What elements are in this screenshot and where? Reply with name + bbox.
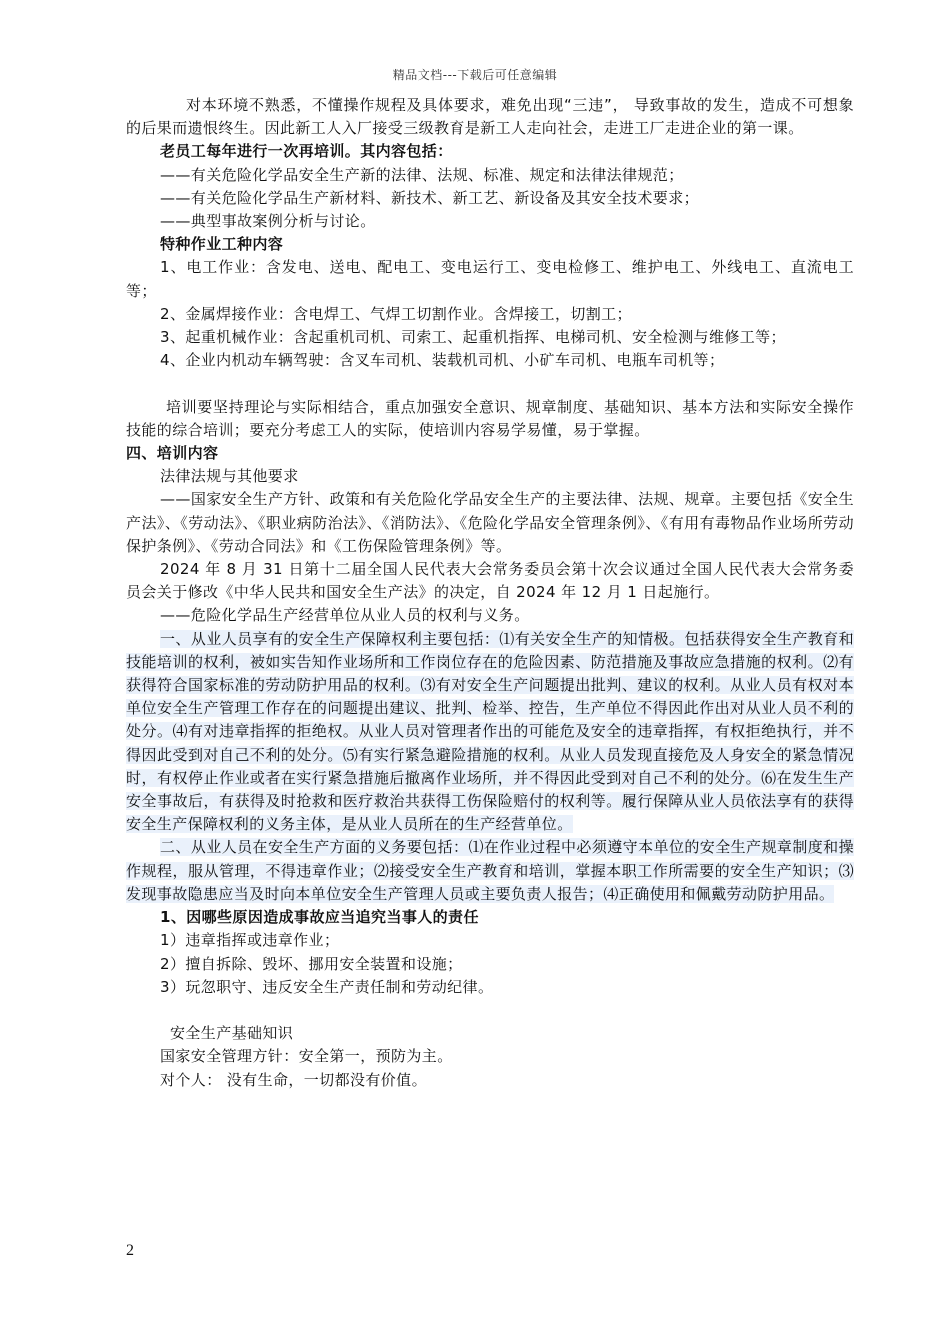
law-heading: 法律法规与其他要求	[160, 467, 299, 486]
document-body	[126, 94, 854, 1092]
blank-line	[126, 372, 854, 395]
liability-heading: 1、因哪些原因造成事故应当追究当事人的责任	[160, 908, 479, 927]
duties-paragraph: 二、从业人员在安全生产方面的义务要包括：⑴在作业过程中必须遵守本单位的安全生产规章制度和操作规程，服从管理，不得违章作业；⑵接受安全生产教育和培训，掌握本职工作所需要的安全生产知识；⑶发现事故隐患应当及时向本单位安全生产管理人员或主要负责人报告；⑷正确使用和佩戴劳动防护用品。	[126, 838, 854, 903]
special-work-item: 3、起重机械作业：含起重机司机、司索工、起重机指挥、电梯司机、安全检测与维修工等；	[160, 328, 786, 347]
retrain-item: ——有关危险化学品安全生产新的法律、法规、标准、规定和法律法律规范；	[160, 165, 684, 184]
page-header: 精品文档---下载后可任意编辑	[392, 68, 558, 82]
training-paragraph: 培训要坚持理论与实际相结合，重点加强安全意识、规章制度、基础知识、基本方法和实际安全操作技能的综合培训；要充分考虑工人的实际，使培训内容易学易懂，易于掌握。	[126, 397, 854, 439]
retrain-heading: 老员工每年进行一次再培训。其内容包括：	[160, 142, 453, 161]
personal-line: 对个人： 没有生命，一切都没有价值。	[160, 1070, 427, 1089]
special-work-item: 4、企业内机动车辆驾驶：含叉车司机、装载机司机、小矿车司机、电瓶车司机等；	[160, 351, 725, 370]
liability-item: 3）玩忽职守、违反安全生产责任制和劳动纪律。	[160, 977, 494, 996]
section-four-heading: 四、培训内容	[126, 444, 219, 463]
rights-duties-heading: ——危险化学品生产经营单位从业人员的权利与义务。	[160, 606, 530, 625]
liability-item: 1）违章指挥或违章作业；	[160, 931, 340, 950]
liability-item: 2）擅自拆除、毁坏、挪用安全装置和设施；	[160, 954, 463, 973]
policy-line: 国家安全管理方针：安全第一，预防为主。	[160, 1047, 453, 1066]
retrain-item: ——典型事故案例分析与讨论。	[160, 212, 376, 231]
basic-knowledge-heading: 安全生产基础知识	[170, 1024, 294, 1043]
page-number: 2	[126, 1242, 134, 1259]
retrain-item: ——有关危险化学品生产新材料、新技术、新工艺、新设备及其安全技术要求；	[160, 188, 700, 207]
special-work-item: 1、电工作业：含发电、送电、配电工、变电运行工、变电检修工、维护电工、外线电工、直流电工等；	[126, 258, 854, 300]
law-paragraph: ——国家安全生产方针、政策和有关危险化学品安全生产的主要法律、法规、规章。主要包括《安全生产法》、《劳动法》、《职业病防治法》、《消防法》、《危险化学品安全管理条例》、《有用有毒物品作业场所劳动保护条例》、《劳动合同法》和《工伤保险管理条例》等。	[126, 490, 854, 555]
special-work-heading: 特种作业工种内容	[160, 235, 284, 254]
amendment-paragraph: 2024 年 8 月 31 日第十二届全国人民代表大会常务委员会第十次会议通过全国人民代表大会常务委员会关于修改《中华人民共和国安全生产法》的决定，自 2024 年 12 月 1 日起施行。	[126, 560, 854, 602]
rights-paragraph: 一、从业人员享有的安全生产保障权利主要包括：⑴有关安全生产的知情极。包括获得安全生产教育和技能培训的权利，被如实告知作业场所和工作岗位存在的危险因素、防范措施及事故应急措施的权利。⑵有获得符合国家标准的劳动防护用品的权利。⑶有对安全生产问题提出批判、建议的权利。从业人员有权对本单位安全生产管理工作存在的问题提出建议、批判、检举、控告，生产单位不得因此作出对从业人员不利的处分。⑷有对违章指挥的拒绝权。从业人员对管理者作出的可能危及安全的违章指挥，有权拒绝执行，并不得因此受到对自己不利的处分。⑸有实行紧急避险措施的权利。从业人员发现直接危及人身安全的紧急情况时，有权停止作业或者在实行紧急措施后撤离作业场所，并不得因此受到对自己不利的处分。⑹在发生生产安全事故后，有获得及时抢救和医疗救治共获得工伤保险赔付的权利等。履行保障从业人员依法享有的获得安全生产保障权利的义务主体，是从业人员所在的生产经营单位。	[126, 629, 854, 834]
intro-paragraph: 对本环境不熟悉，不懂操作规程及具体要求，难免出现“三违”， 导致事故的发生，造成不可想象的后果而遗恨终生。因此新工人入厂接受三级教育是新工人走向社会，走进工厂走进企业的第一课。	[126, 96, 854, 138]
special-work-item: 2、金属焊接作业：含电焊工、气焊工切割作业。含焊接工，切割工；	[160, 304, 632, 323]
blank-line	[126, 999, 854, 1022]
